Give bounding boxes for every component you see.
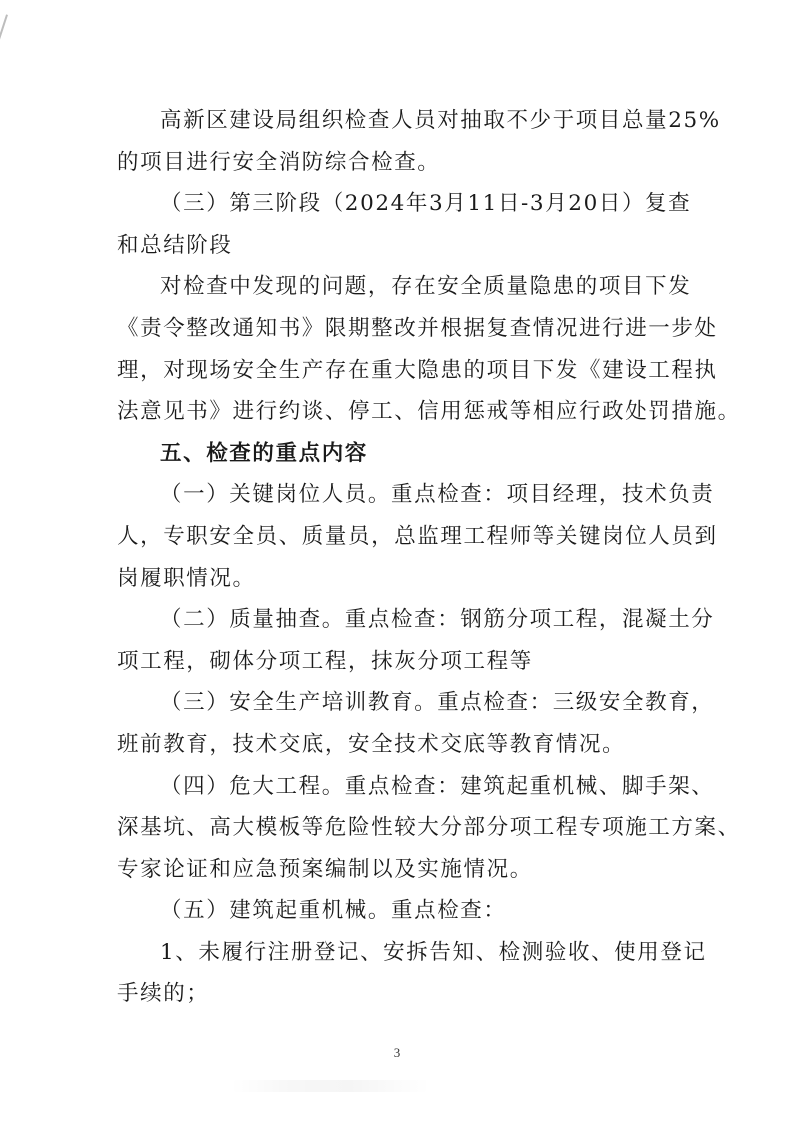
text-line: 手续的；	[117, 981, 210, 1007]
text-line: （三）第三阶段（2024年3月11日-3月20日）复查	[160, 191, 692, 217]
paragraph-key-personnel	[117, 474, 718, 599]
paragraph-inspection-scope	[117, 100, 721, 183]
text-line: 高新区建设局组织检查人员对抽取不少于项目总量25%	[160, 108, 721, 133]
paragraph-hazardous-works	[117, 766, 741, 891]
text-line: 班前教育，技术交底，安全技术交底等教育情况。	[117, 731, 626, 757]
text-line: 1、未履行注册登记、安拆告知、检测验收、使用登记	[160, 939, 707, 965]
paragraph-registration-item	[117, 932, 707, 1015]
text-line: 项工程，砌体分项工程，抹灰分项工程等	[117, 648, 533, 674]
paragraph-quality-check	[117, 599, 715, 682]
section-heading: 五、检查的重点内容	[160, 440, 368, 466]
text-line: 人，专职安全员、质量员，总监理工程师等关键岗位人员到	[117, 523, 718, 549]
text-line: 和总结阶段	[117, 232, 233, 258]
text-line: （五）建筑起重机械。重点检查：	[160, 898, 507, 924]
scan-smudge	[230, 1080, 430, 1092]
paragraph-stage-three-title	[117, 183, 692, 266]
text-line: 对检查中发现的问题，存在安全质量隐患的项目下发	[160, 274, 692, 300]
text-line: （四）危大工程。重点检查：建筑起重机械、脚手架、	[160, 773, 715, 799]
paragraph-rectification	[117, 266, 741, 432]
text-line: （三）安全生产培训教育。重点检查：三级安全教育，	[160, 690, 715, 716]
text-line: 专家论证和应急预案编制以及实施情况。	[117, 856, 533, 882]
paragraph-lifting-machinery	[117, 890, 677, 932]
document-body	[117, 100, 741, 1015]
paragraph-safety-training	[117, 682, 715, 765]
page-number: 3	[393, 1045, 401, 1060]
text-line: 理，对现场安全生产存在重大隐患的项目下发《建设工程执	[117, 357, 718, 383]
text-line: （一）关键岗位人员。重点检查：项目经理，技术负责	[160, 482, 715, 508]
text-line: 岗履职情况。	[117, 565, 256, 591]
text-line: 的项目进行安全消防综合检查。	[117, 149, 441, 175]
text-line: （二）质量抽查。重点检查：钢筋分项工程，混凝土分	[160, 607, 715, 633]
text-line: 《责令整改通知书》限期整改并根据复查情况进行进一步处	[117, 315, 718, 341]
text-line: 法意见书》进行约谈、停工、信用惩戒等相应行政处罚措施。	[117, 399, 741, 425]
section-heading-key-content	[117, 433, 677, 475]
text-line: 深基坑、高大模板等危险性较大分部分项工程专项施工方案、	[117, 815, 741, 841]
scan-edge-mark	[0, 14, 8, 39]
